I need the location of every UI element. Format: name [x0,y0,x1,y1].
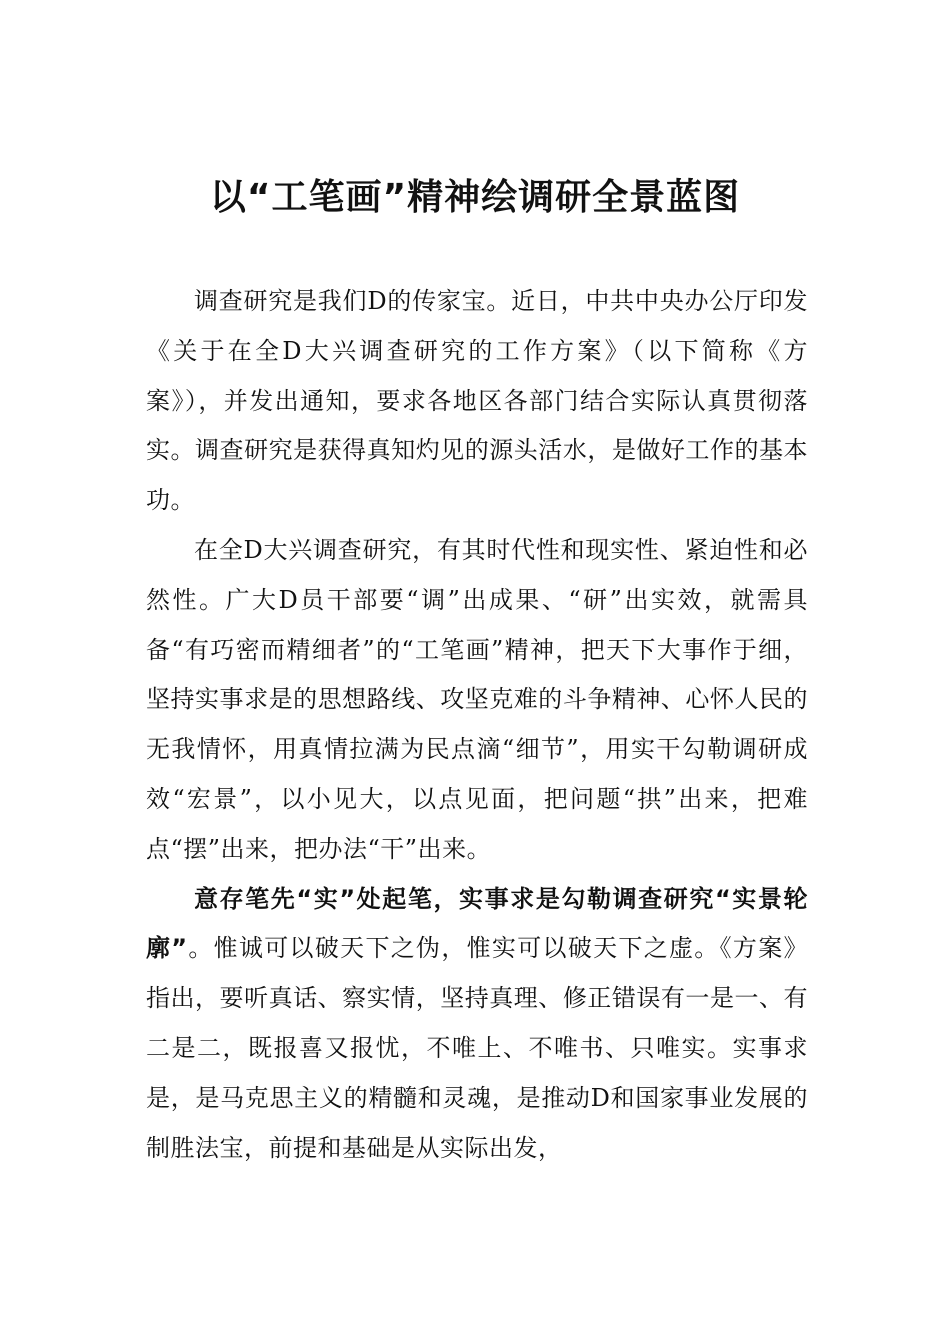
paragraph-1 [146,277,808,526]
paragraph-3-text: 。惟诚可以破天下之伪，惟实可以破天下之虚。《方案》指出，要听真话、察实情，坚持真理、修正错误有一是一、有二是二，既报喜又报忧，不唯上、不唯书、只唯实。实事求是，是马克思主义的精髓和灵魂，是推动D和国家事业发展的制胜法宝，前提和基础是从实际出发， [146,934,808,1162]
paragraph-2 [146,526,808,875]
paragraph-3 [146,875,808,1174]
document-title: 以“工笔画”精神绘调研全景蓝图 [209,177,741,218]
paragraph-1-text: 调查研究是我们D的传家宝。近日，中共中央办公厅印发《关于在全D大兴调查研究的工作方案》（以下简称《方案》），并发出通知，要求各地区各部门结合实际认真贯彻落实。调查研究是获得真知灼见的源头活水，是做好工作的基本功。 [146,287,808,515]
paragraph-2-text: 在全D大兴调查研究，有其时代性和现实性、紧迫性和必然性。广大D员干部要“调”出成果、“研”出实效，就需具备“有巧密而精细者”的“工笔画”精神，把天下大事作于细，坚持实事求是的思想路线、攻坚克难的斗争精神、心怀人民的无我情怀，用真情拉满为民点滴“细节”，用实干勾勒调研成效“宏景”，以小见大，以点见面，把问题“拱”出来，把难点“摆”出来，把办法“干”出来。 [146,535,808,863]
document-body [146,277,808,1173]
paragraph-3-lead-heading: 意存笔先“实”处起笔，实事求是勾勒调查研究“实景轮廓” [146,884,808,963]
